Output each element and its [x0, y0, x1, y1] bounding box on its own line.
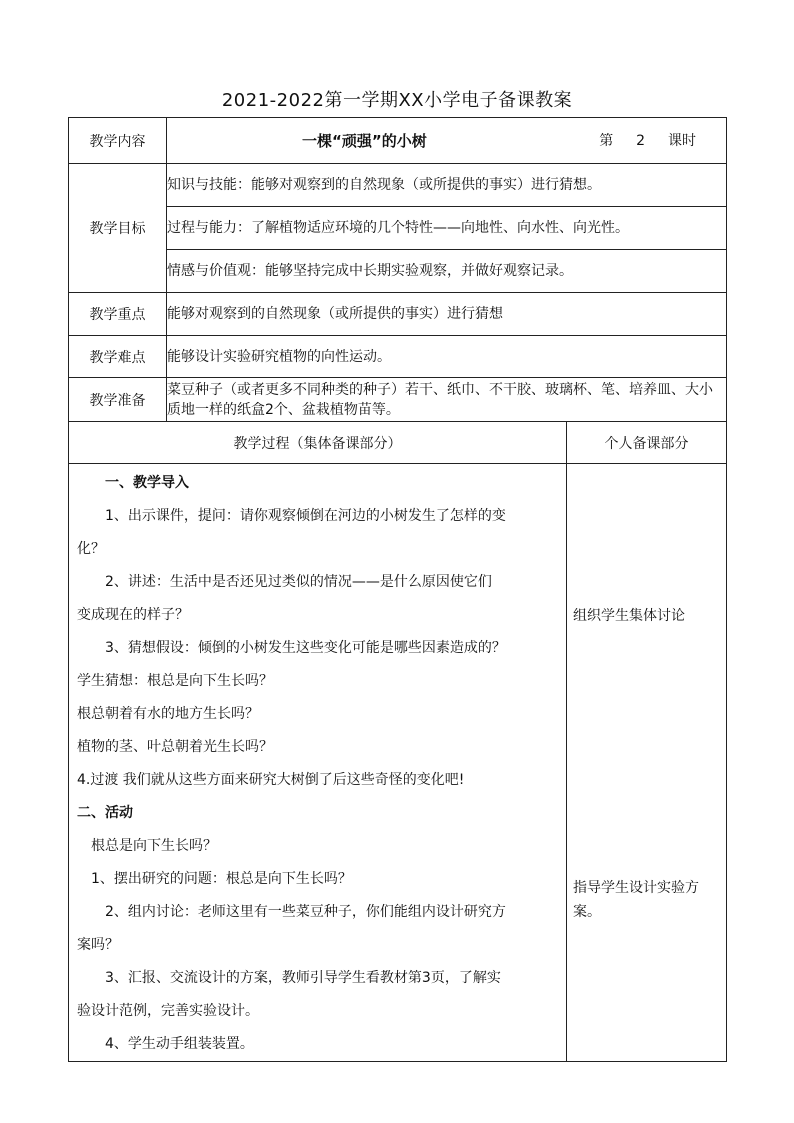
difficulty-text: 能够设计实验研究植物的向性运动。	[167, 336, 727, 378]
document-title: 2021-2022第一学期XX小学电子备课教案	[221, 90, 573, 111]
prep-text: 菜豆种子（或者更多不同种类的种子）若干、纸巾、不干胶、玻璃杯、笔、培养皿、大小质地一样的纸盒2个、盆栽植物苗等。	[167, 378, 727, 422]
focus-label: 教学重点	[69, 293, 167, 336]
prep-label: 教学准备	[69, 378, 167, 422]
lesson-period	[599, 118, 696, 164]
content-label: 教学内容	[69, 118, 167, 164]
process-line: 案吗？	[77, 937, 119, 953]
process-header-right: 个人备课部分	[567, 422, 727, 464]
goal-values: 情感与价值观：能够坚持完成中长期实验观察，并做好观察记录。	[167, 250, 727, 293]
section-heading: 二、活动	[77, 805, 133, 821]
focus-row	[69, 293, 727, 336]
process-line: 3、猜想假设：倾倒的小树发生这些变化可能是哪些因素造成的？	[105, 640, 506, 656]
process-line: 学生猜想：根总是向下生长吗？	[77, 673, 273, 689]
note-discussion: 组织学生集体讨论	[573, 608, 685, 624]
goals-row-3	[69, 250, 727, 293]
lesson-name: 一棵“顽强”的小树	[302, 132, 427, 150]
process-line: 4.过渡 我们就从这些方面来研究大树倒了后这些奇怪的变化吧!	[77, 772, 465, 788]
process-line: 1、摆出研究的问题：根总是向下生长吗？	[91, 871, 352, 887]
section-heading: 一、教学导入	[105, 475, 189, 491]
process-body-row	[69, 464, 727, 1062]
process-line: 4、学生动手组装装置。	[105, 1036, 254, 1052]
goal-knowledge: 知识与技能：能够对观察到的自然现象（或所提供的事实）进行猜想。	[167, 164, 727, 207]
lesson-cell	[167, 118, 727, 164]
process-line: 化？	[77, 541, 105, 557]
process-header-left: 教学过程（集体备课部分）	[69, 422, 567, 464]
period-suffix: 课时	[668, 133, 696, 149]
focus-text: 能够对观察到的自然现象（或所提供的事实）进行猜想	[167, 293, 727, 336]
process-body	[69, 464, 567, 1062]
process-line: 3、汇报、交流设计的方案，教师引导学生看教材第3页，了解实	[105, 970, 501, 986]
process-line: 根总朝着有水的地方生长吗？	[77, 706, 259, 722]
process-line: 1、出示课件，提问：请你观察倾倒在河边的小树发生了怎样的变	[105, 508, 506, 524]
note-design: 指导学生设计实验方案。	[573, 880, 699, 920]
prep-row	[69, 378, 727, 422]
difficulty-label: 教学难点	[69, 336, 167, 378]
goal-process: 过程与能力：了解植物适应环境的几个特性——向地性、向水性、向光性。	[167, 207, 727, 250]
process-line: 根总是向下生长吗？	[91, 838, 217, 854]
process-line: 变成现在的样子？	[77, 607, 189, 623]
process-line: 植物的茎、叶总朝着光生长吗？	[77, 739, 273, 755]
goals-row-2	[69, 207, 727, 250]
process-line: 2、讲述：生活中是否还见过类似的情况——是什么原因使它们	[105, 574, 492, 590]
content-row	[69, 118, 727, 164]
process-header-row	[69, 422, 727, 464]
lesson-plan-table	[68, 117, 727, 1062]
period-number: 2	[636, 133, 646, 149]
process-line: 验设计范例，完善实验设计。	[77, 1003, 259, 1019]
goals-label: 教学目标	[69, 164, 167, 293]
period-prefix: 第	[599, 133, 614, 149]
process-line: 2、组内讨论：老师这里有一些菜豆种子，你们能组内设计研究方	[105, 904, 506, 920]
goals-row-1	[69, 164, 727, 207]
difficulty-row	[69, 336, 727, 378]
personal-notes	[567, 464, 727, 1062]
